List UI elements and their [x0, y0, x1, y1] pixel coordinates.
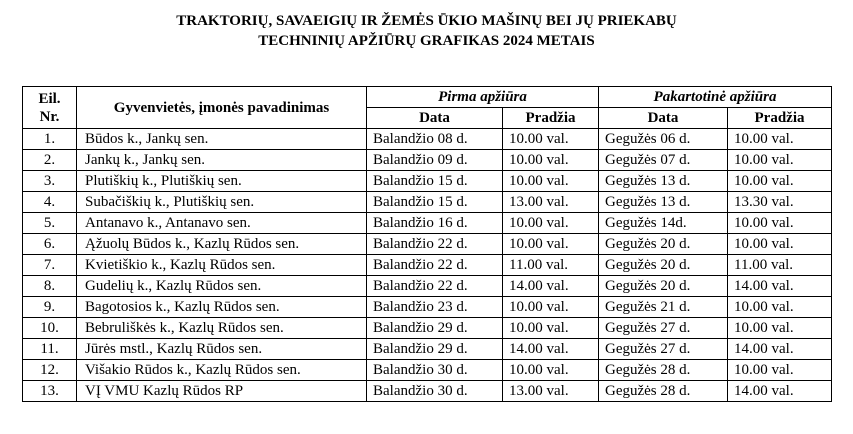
- row-first-time: 13.00 val.: [503, 192, 599, 213]
- row-repeat-date: Gegužės 27 d.: [599, 339, 728, 360]
- row-repeat-time: 10.00 val.: [728, 297, 832, 318]
- row-name: Višakio Rūdos k., Kazlų Rūdos sen.: [77, 360, 367, 381]
- table-row: [23, 129, 832, 150]
- table-row: [23, 297, 832, 318]
- row-first-time: 10.00 val.: [503, 213, 599, 234]
- title-line-1: TRAKTORIŲ, SAVAEIGIŲ IR ŽEMĖS ŪKIO MAŠINŲ BEI JŲ PRIEKABŲ: [176, 13, 677, 29]
- row-first-time: 10.00 val.: [503, 171, 599, 192]
- row-first-date: Balandžio 29 d.: [367, 318, 503, 339]
- row-first-time: 14.00 val.: [503, 339, 599, 360]
- row-repeat-time: 10.00 val.: [728, 129, 832, 150]
- row-nr: 2.: [23, 150, 77, 171]
- row-name: Gudelių k., Kazlų Rūdos sen.: [77, 276, 367, 297]
- row-name: Būdos k., Jankų sen.: [77, 129, 367, 150]
- table-row: [23, 339, 832, 360]
- row-first-time: 10.00 val.: [503, 297, 599, 318]
- table-row: [23, 381, 832, 402]
- row-nr: 1.: [23, 129, 77, 150]
- row-first-date: Balandžio 22 d.: [367, 234, 503, 255]
- row-first-time: 10.00 val.: [503, 129, 599, 150]
- row-repeat-time: 14.00 val.: [728, 276, 832, 297]
- row-first-time: 10.00 val.: [503, 234, 599, 255]
- title-line-2: TECHNINIŲ APŽIŪRŲ GRAFIKAS 2024 METAIS: [258, 33, 595, 49]
- header-repeat-start: Pradžia: [728, 108, 832, 129]
- row-name: VĮ VMU Kazlų Rūdos RP: [77, 381, 367, 402]
- row-first-date: Balandžio 16 d.: [367, 213, 503, 234]
- row-first-date: Balandžio 15 d.: [367, 171, 503, 192]
- table-row: [23, 213, 832, 234]
- row-repeat-time: 10.00 val.: [728, 150, 832, 171]
- row-repeat-date: Gegužės 20 d.: [599, 234, 728, 255]
- row-repeat-date: Gegužės 07 d.: [599, 150, 728, 171]
- header-repeat-date: Data: [599, 108, 728, 129]
- row-first-time: 10.00 val.: [503, 150, 599, 171]
- row-first-date: Balandžio 30 d.: [367, 360, 503, 381]
- row-repeat-time: 10.00 val.: [728, 360, 832, 381]
- row-first-time: 10.00 val.: [503, 360, 599, 381]
- row-nr: 13.: [23, 381, 77, 402]
- header-first-start: Pradžia: [503, 108, 599, 129]
- row-nr: 6.: [23, 234, 77, 255]
- row-repeat-time: 10.00 val.: [728, 213, 832, 234]
- header-nr-line1: Eil.: [38, 90, 61, 107]
- table-row: [23, 150, 832, 171]
- row-name: Ąžuolų Būdos k., Kazlų Rūdos sen.: [77, 234, 367, 255]
- row-first-time: 10.00 val.: [503, 318, 599, 339]
- row-name: Plutiškių k., Plutiškių sen.: [77, 171, 367, 192]
- row-repeat-date: Gegužės 13 d.: [599, 192, 728, 213]
- row-first-date: Balandžio 09 d.: [367, 150, 503, 171]
- row-repeat-time: 14.00 val.: [728, 339, 832, 360]
- row-first-date: Balandžio 23 d.: [367, 297, 503, 318]
- schedule-rows: [23, 129, 832, 402]
- header-first-inspection: Pirma apžiūra: [367, 87, 599, 108]
- header-first-date: Data: [367, 108, 503, 129]
- row-nr: 3.: [23, 171, 77, 192]
- row-nr: 5.: [23, 213, 77, 234]
- row-repeat-time: 13.30 val.: [728, 192, 832, 213]
- table-row: [23, 192, 832, 213]
- row-repeat-date: Gegužės 27 d.: [599, 318, 728, 339]
- row-repeat-time: 14.00 val.: [728, 381, 832, 402]
- row-first-date: Balandžio 22 d.: [367, 276, 503, 297]
- row-first-date: Balandžio 30 d.: [367, 381, 503, 402]
- row-name: Bebruliškės k., Kazlų Rūdos sen.: [77, 318, 367, 339]
- table-row: [23, 360, 832, 381]
- row-nr: 4.: [23, 192, 77, 213]
- row-repeat-time: 11.00 val.: [728, 255, 832, 276]
- row-nr: 10.: [23, 318, 77, 339]
- row-nr: 12.: [23, 360, 77, 381]
- row-repeat-date: Gegužės 21 d.: [599, 297, 728, 318]
- row-repeat-time: 10.00 val.: [728, 171, 832, 192]
- table-row: [23, 234, 832, 255]
- row-name: Antanavo k., Antanavo sen.: [77, 213, 367, 234]
- row-name: Subačiškių k., Plutiškių sen.: [77, 192, 367, 213]
- table-row: [23, 276, 832, 297]
- header-nr: [23, 87, 77, 129]
- row-name: Jūrės mstl., Kazlų Rūdos sen.: [77, 339, 367, 360]
- row-first-date: Balandžio 15 d.: [367, 192, 503, 213]
- table-row: [23, 171, 832, 192]
- row-nr: 9.: [23, 297, 77, 318]
- row-repeat-date: Gegužės 06 d.: [599, 129, 728, 150]
- row-repeat-date: Gegužės 20 d.: [599, 276, 728, 297]
- row-repeat-date: Gegužės 20 d.: [599, 255, 728, 276]
- row-repeat-date: Gegužės 14d.: [599, 213, 728, 234]
- header-name: Gyvenvietės, įmonės pavadinimas: [77, 87, 367, 129]
- row-nr: 7.: [23, 255, 77, 276]
- row-nr: 8.: [23, 276, 77, 297]
- row-first-time: 13.00 val.: [503, 381, 599, 402]
- row-nr: 11.: [23, 339, 77, 360]
- row-first-time: 11.00 val.: [503, 255, 599, 276]
- document-title: [0, 11, 853, 51]
- row-name: Jankų k., Jankų sen.: [77, 150, 367, 171]
- row-first-time: 14.00 val.: [503, 276, 599, 297]
- row-name: Bagotosios k., Kazlų Rūdos sen.: [77, 297, 367, 318]
- row-repeat-date: Gegužės 13 d.: [599, 171, 728, 192]
- row-first-date: Balandžio 22 d.: [367, 255, 503, 276]
- row-repeat-date: Gegužės 28 d.: [599, 360, 728, 381]
- row-first-date: Balandžio 08 d.: [367, 129, 503, 150]
- table-row: [23, 255, 832, 276]
- inspection-schedule-table: [22, 86, 832, 402]
- header-nr-line2: Nr.: [39, 108, 60, 125]
- header-repeat-inspection: Pakartotinė apžiūra: [599, 87, 832, 108]
- row-repeat-time: 10.00 val.: [728, 318, 832, 339]
- row-first-date: Balandžio 29 d.: [367, 339, 503, 360]
- row-name: Kvietiškio k., Kazlų Rūdos sen.: [77, 255, 367, 276]
- row-repeat-time: 10.00 val.: [728, 234, 832, 255]
- row-repeat-date: Gegužės 28 d.: [599, 381, 728, 402]
- table-row: [23, 318, 832, 339]
